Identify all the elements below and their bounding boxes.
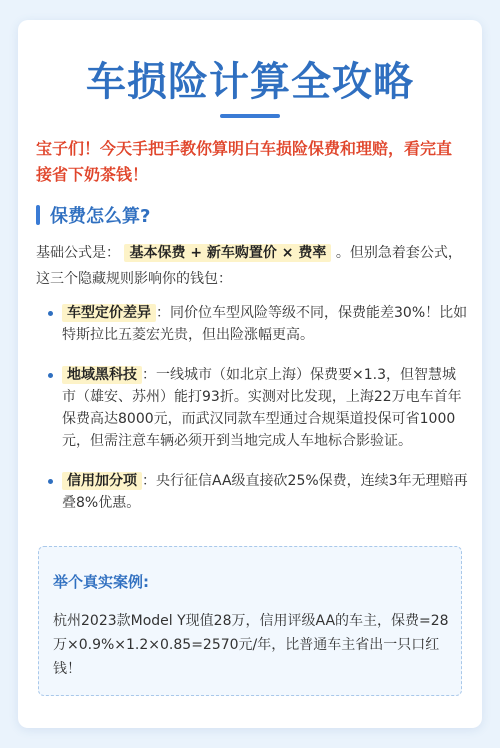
case-body: 杭州2023款Model Y现值28万，信用评级AA的车主，保费=28万×0.9%×1.2×0.85=2570元/年，比普通车主省出一只口红钱！ (53, 613, 449, 677)
page-title: 车损险计算全攻略 (86, 59, 414, 105)
bullet-icon (48, 311, 53, 316)
formula-paragraph (36, 240, 466, 292)
rule-label: 信用加分项 (62, 472, 142, 490)
rule-label: 车型定价差异 (62, 304, 156, 322)
section-title: 保费怎么算? (50, 206, 151, 227)
case-title: 举个真实案例: (53, 573, 149, 591)
bullet-icon (48, 373, 53, 378)
section-heading (36, 202, 150, 228)
bullet-icon (48, 479, 53, 484)
title-underline (220, 114, 280, 118)
rule-item-car-model (48, 302, 468, 346)
rule-label: 地域黑科技 (62, 366, 142, 384)
formula-highlight: 基本保费 + 新车购置价 × 费率 (124, 244, 331, 262)
formula-prefix: 基础公式是： (36, 245, 120, 261)
section-accent-bar (36, 205, 40, 225)
case-box (38, 546, 462, 696)
formula-suffix: 。但别急着套公式，这三个隐藏规则影响你的钱包： (36, 245, 462, 287)
rule-text: ：同价位车型风险等级不同，保费能差30%！比如特斯拉比五菱宏光贵，但出险涨幅更高。 (62, 305, 468, 343)
rules-list (48, 302, 468, 532)
intro-text: 宝子们！今天手把手教你算明白车损险保费和理赔，看完直接省下奶茶钱！ (36, 139, 453, 184)
rule-text: ：一线城市（如北京上海）保费要×1.3，但智慧城市（雄安、苏州）能打93折。实测对比发现，上海22万电车首年保费高达8000元，而武汉同款车型通过合规渠道投保可省1000元，但需注意车辆必须开到当地完成人车地标合影验证。 (62, 367, 462, 449)
rule-item-credit (48, 470, 468, 514)
rule-item-region (48, 364, 468, 452)
rule-text: ：央行征信AA级直接砍25%保费，连续3年无理赔再叠8%优惠。 (62, 473, 468, 511)
